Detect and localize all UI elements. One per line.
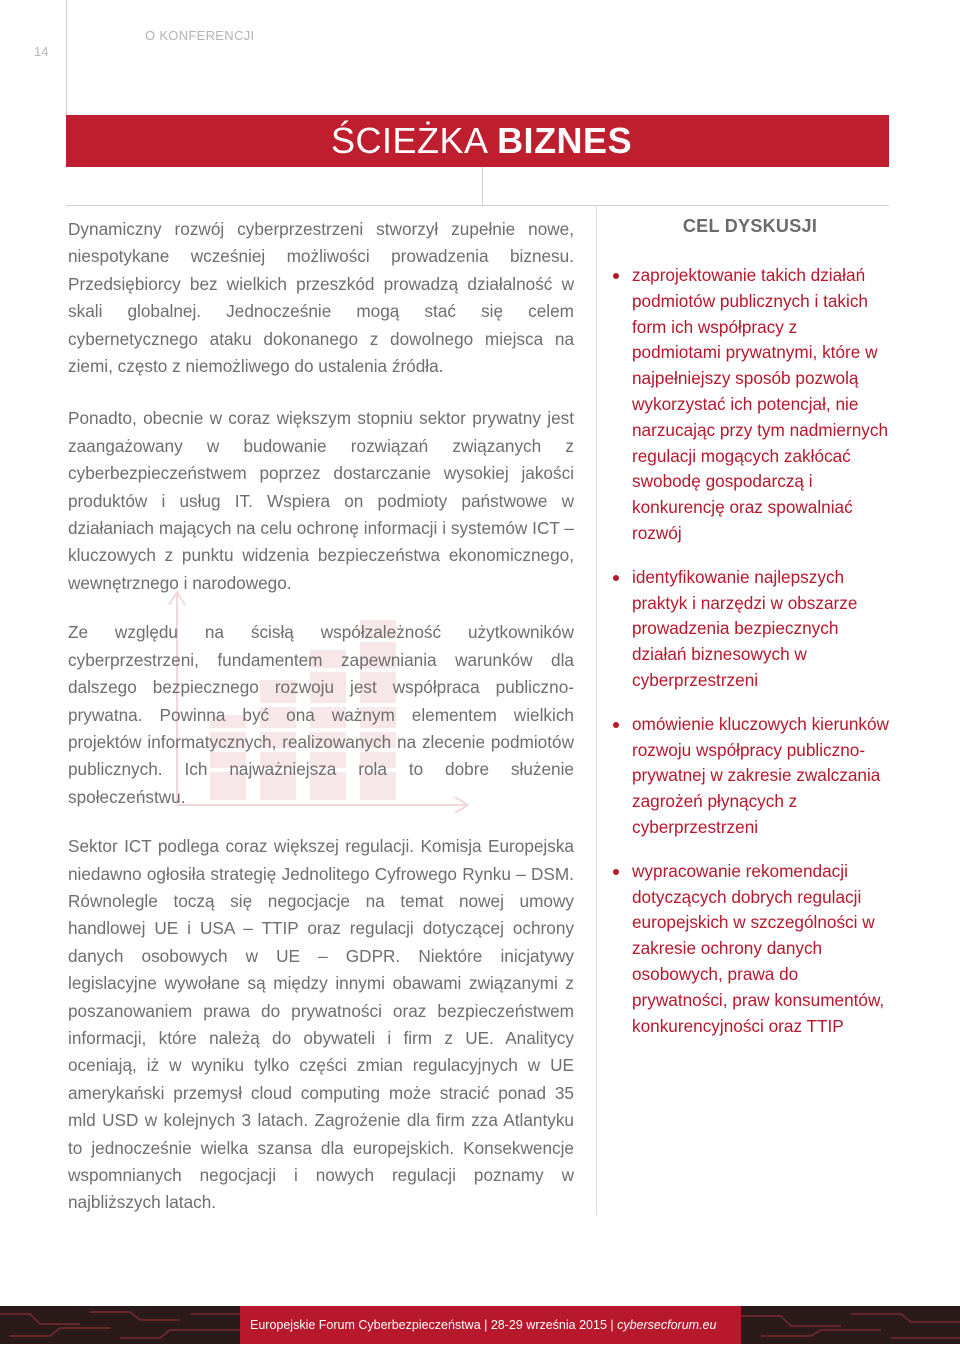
list-item-text: omówienie kluczowych kierunków rozwoju współpracy publiczno-prywatnej w zakresie zwalczania zagrożeń płynących z cyberprzestrzeni [632,713,889,837]
bullet-icon [613,869,619,875]
title-banner [66,115,889,167]
title-bold: BIZNES [497,120,633,161]
list-item-text: zaprojektowanie takich działań podmiotów publicznych i takich form ich współpracy z podmiotami prywatnymi, które w najpełniejszy sposób pozwolą wykorzystać ich potencjał, nie narzucając przy tym nadmiernych regulacji mogących zakłócać swobodę gospodarczą i konkurencję oraz spowalniać rozwój [632,265,888,543]
footer-pattern-right [741,1306,960,1344]
list-item [610,263,890,547]
discussion-goal-title: CEL DYSKUSJI [682,216,818,236]
header-divider [66,0,67,115]
bullet-icon [613,575,619,581]
page-number: 14 [34,44,49,59]
paragraph-private-sector: Ponadto, obecnie w coraz większym stopniu sektor prywatny jest zaangażowany w budowanie rozwiązań związanych z cyberbezpieczeństwem poprzez dostarczanie wysokiej jakości produktów i usług IT. Wspiera on podmioty państwowe w działaniach mających na celu ochronę informacji i systemów ICT – kluczowych z punktu widzenia bezpieczeństwa ekonomicznego, wewnętrznego i narodowego. [68,408,574,593]
paragraph-cooperation: Ze względu na ścisłą współzależność użytkowników cyberprzestrzeni, fundamentem zapewniania warunków dla dalszego bezpiecznego rozwoju jest współpraca publiczno-prywatna. Powinna być ona ważnym elementem wielkich projektów informatycznych, realizowanych na zlecenie podmiotów publicznych. Ich najważniejsza rola to dobre służenie społeczeństwu. [68,622,574,807]
section-label: O KONFERENCJI [145,28,255,43]
title-light: ŚCIEŻKA [331,120,498,161]
right-column [610,216,890,1057]
footer-site-link[interactable]: cybersecforum.eu [617,1318,717,1332]
bullet-icon [613,273,619,279]
circuit-pattern-icon [0,1306,240,1344]
list-item [610,712,890,841]
footer-bar [240,1306,741,1344]
footer [0,1306,960,1344]
bullet-icon [613,722,619,728]
discussion-goals-list [610,263,890,1039]
footer-text [250,1318,716,1332]
column-divider [596,205,597,1215]
left-column [68,216,574,1239]
columns-top-rule [66,205,889,206]
footer-event: Europejskie Forum Cyberbezpieczeństwa | 28-29 września 2015 | [250,1318,618,1332]
paragraph-intro: Dynamiczny rozwój cyberprzestrzeni stworzył zupełnie nowe, niespotykane wcześniej możliwości prowadzenia biznesu. Przedsiębiorcy bez wielkich przeszkód prowadzą działalność w skali globalnej. Jednocześnie mogą stać się celem cybernetycznego ataku dokonanego z dowolnego miejsca na ziemi, często z niemożliwego do ustalenia źródła. [68,219,574,377]
list-item [610,859,890,1040]
banner-connector [482,167,483,205]
list-item-text: identyfikowanie najlepszych praktyk i narzędzi w obszarze prowadzenia bezpiecznych działań biznesowych w cyberprzestrzeni [632,566,858,690]
paragraph-regulation: Sektor ICT podlega coraz większej regulacji. Komisja Europejska niedawno ogłosiła strategię Jednolitego Cyfrowego Rynku – DSM. Równolegle toczą się negocjacje na temat nowej umowy handlowej UE i USA – TTIP oraz regulacji dotyczącej ochrony danych osobowych w UE – GDPR. Niektóre inicjatywy legislacyjne wywołane są między innymi obawami związanymi z poszanowaniem prawa do prywatności oraz bezpieczeństwem informacji, które należą do obywateli i firm z UE. Analitycy oceniają, iż w wyniku tylko części zmian regulacyjnych w UE amerykański przemysł cloud computing może stracić ponad 35 mld USD w kolejnych 3 latach. Zagrożenie dla firm zza Atlantyku to jednocześnie wielka szansa dla europejskich. Konsekwencje wspomnianych negocjacji i nowych regulacji poznamy w najbliższych latach. [68,836,574,1213]
page-title [331,120,632,162]
circuit-pattern-icon [741,1306,960,1344]
list-item [610,565,890,694]
list-item-text: wypracowanie rekomendacji dotyczących dobrych regulacji europejskich w szczególności w zakresie ochrony danych osobowych, prawa do prywatności, praw konsumentów, konkurencyjności oraz TTIP [632,860,885,1036]
footer-pattern-left [0,1306,240,1344]
